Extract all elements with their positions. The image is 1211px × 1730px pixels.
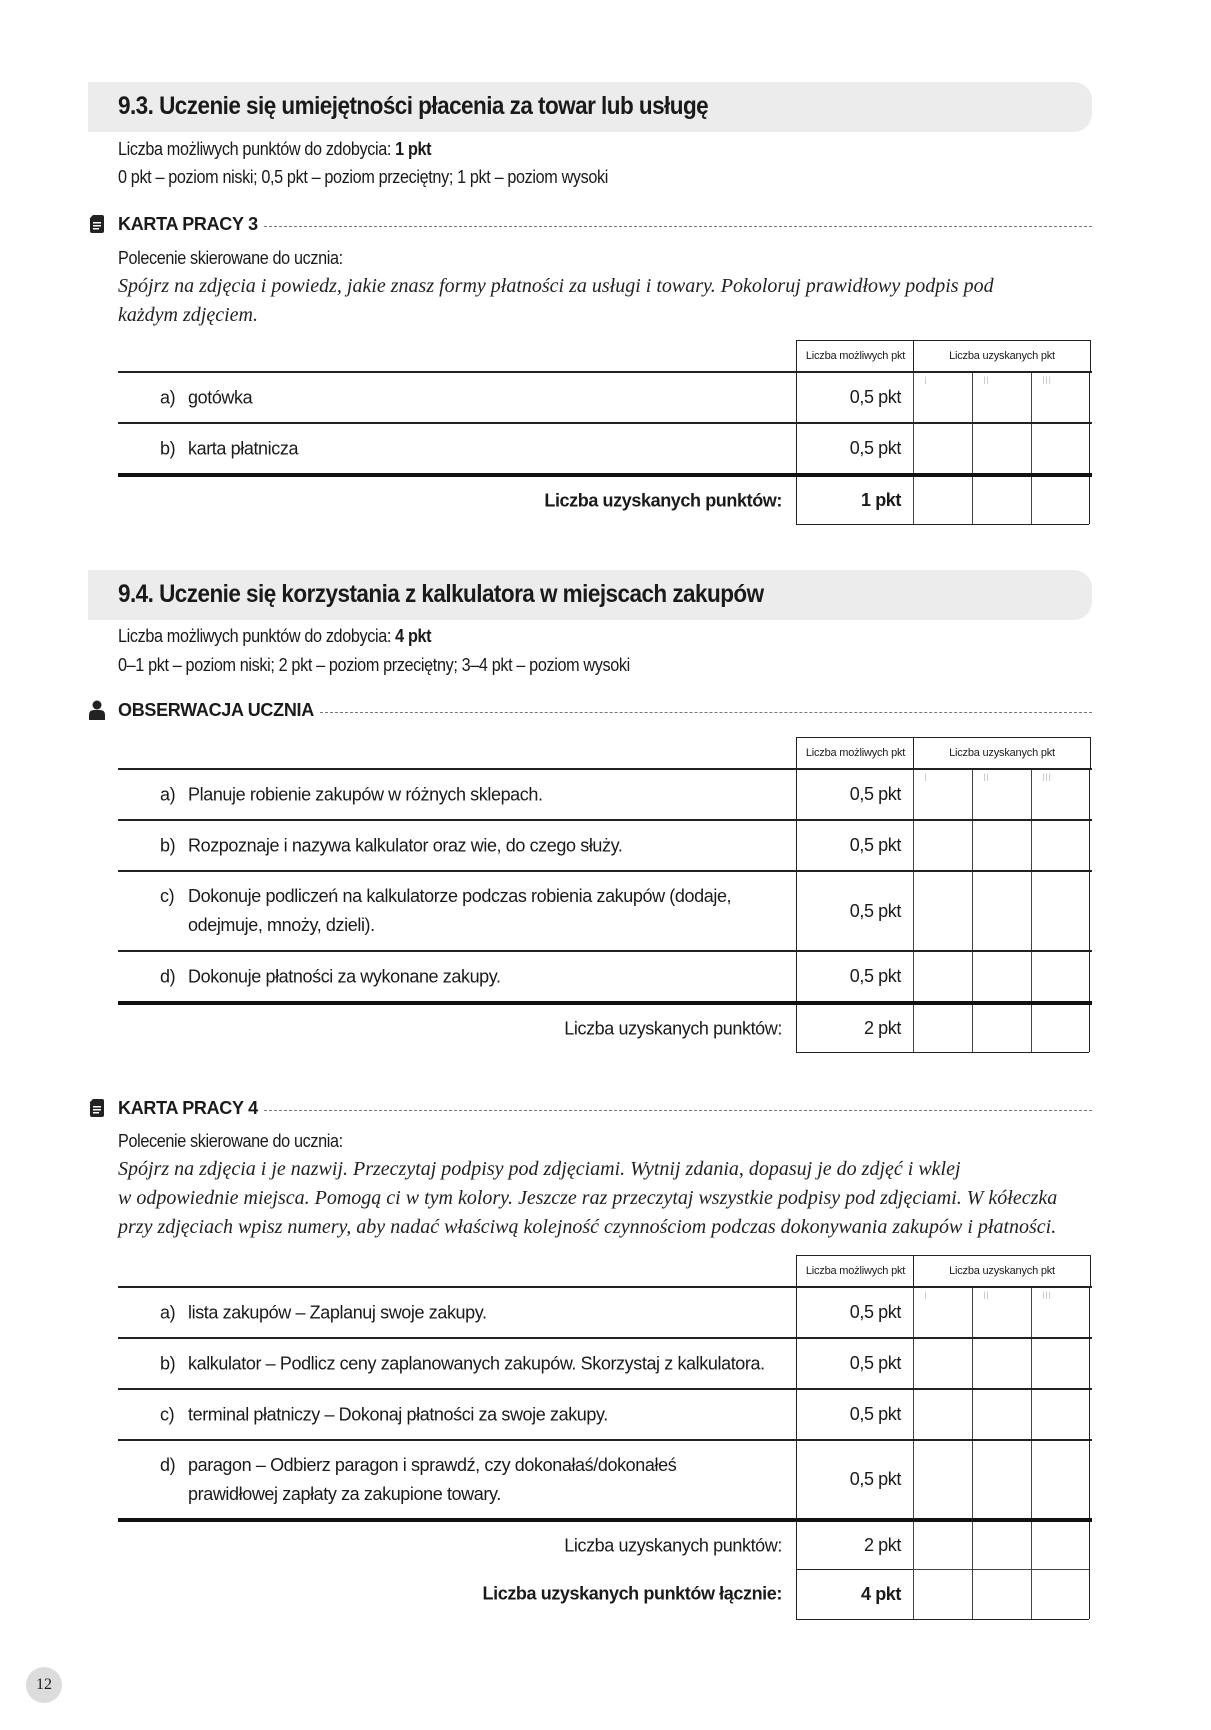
score-cell-3[interactable] [1031,1005,1090,1052]
roman-label: II [983,1290,990,1302]
score-cell-3[interactable] [1031,1339,1090,1388]
score-cell-2[interactable] [972,1441,1031,1518]
instruction-label: Polecenie skierowane do ucznia: [118,248,343,268]
instruction-line: przy zdjęciach wpisz numery, aby nadać właściwą kolejność czynnościom podczas dokonywania zakupów i płatności. [118,1216,1057,1238]
col-obtained-points: Liczba uzyskanych pkt [913,1255,1091,1286]
table-row [118,1388,1092,1439]
table-row [118,768,1092,819]
roman-label: I [924,375,928,387]
score-cell-3[interactable] [1031,477,1090,524]
score-cell-1[interactable] [913,821,972,870]
score-cell-1[interactable] [913,1339,972,1388]
person-icon [88,700,106,720]
roman-label: III [1042,772,1052,784]
score-cell-2[interactable] [972,1005,1031,1052]
observation-label: OBSERWACJA UCZNIA [118,699,314,720]
row-text: Planuje robienie zakupów w różnych sklepach. [188,784,543,804]
col-possible-points: Liczba możliwych pkt [796,340,914,371]
dashed-divider [264,226,1092,227]
max-points-label: Liczba możliwych punktów do zdobycia: [118,139,396,159]
worksheet-heading [88,212,1092,236]
row-points: 0,5 pkt [796,952,913,1001]
roman-label: III [1042,1290,1052,1302]
section-header-9-4 [88,570,1092,620]
row-points: 0,5 pkt [796,821,913,870]
max-points-line [118,626,431,647]
table-bottom-border [796,1052,1089,1053]
max-points-label: Liczba możliwych punktów do zdobycia: [118,626,396,646]
score-cell-1[interactable] [913,770,972,819]
score-cell-2[interactable] [972,1288,1031,1337]
score-cell-1[interactable] [913,952,972,1001]
row-text: karta płatnicza [188,438,299,458]
worksheet-icon [88,1098,106,1118]
row-letter: a) [160,387,176,407]
row-points: 0,5 pkt [796,373,913,422]
row-points: 0,5 pkt [796,424,913,473]
dashed-divider [320,712,1092,713]
score-cell-2[interactable] [972,770,1031,819]
score-cell-3[interactable] [1031,770,1090,819]
observation-heading [88,698,1092,722]
score-cell-1[interactable] [913,1522,972,1569]
score-cell-2[interactable] [972,477,1031,524]
score-cell-1[interactable] [913,1390,972,1439]
row-points: 0,5 pkt [796,1288,913,1337]
grand-total-value: 4 pkt [796,1569,913,1619]
row-text: kalkulator – Podlicz ceny zaplanowanych zakupów. Skorzystaj z kalkulatora. [188,1353,765,1373]
section-header-9-3 [88,82,1092,132]
score-cell-3[interactable] [1031,952,1090,1001]
levels-line: 0 pkt – poziom niski; 0,5 pkt – poziom przeciętny; 1 pkt – poziom wysoki [118,167,609,187]
total-value: 2 pkt [796,1005,913,1052]
score-cell-1[interactable] [913,477,972,524]
table-row [118,950,1092,1001]
worksheet-icon [88,214,106,234]
score-cell-2[interactable] [972,872,1031,950]
max-points-line [118,139,431,160]
row-points: 0,5 pkt [796,1390,913,1439]
row-points: 0,5 pkt [796,770,913,819]
row-text: paragon – Odbierz paragon i sprawdź, czy dokonałaś/dokonałeś prawidłowej zapłaty za zakupione towary. [188,1454,677,1504]
col-possible-points: Liczba możliwych pkt [796,1255,914,1286]
score-cell-1[interactable] [913,1569,972,1619]
total-value: 2 pkt [796,1522,913,1569]
row-letter: d) [160,1454,176,1475]
score-cell-3[interactable] [1031,872,1090,950]
table-row [118,819,1092,870]
total-row [118,1518,1092,1569]
roman-label: II [983,375,990,387]
total-label: Liczba uzyskanych punktów: [564,1018,782,1038]
col-possible-points: Liczba możliwych pkt [796,737,914,768]
max-points-value: 4 pkt [395,626,432,646]
table-header [118,737,1092,768]
score-cell-2[interactable] [972,952,1031,1001]
score-cell-1[interactable] [913,872,972,950]
table-bottom-border [796,524,1089,525]
dashed-divider [264,1110,1092,1111]
section-title: 9.4. Uczenie się korzystania z kalkulatora w miejscach zakupów [118,580,764,608]
table-row [118,1286,1092,1337]
levels-line: 0–1 pkt – poziom niski; 2 pkt – poziom przeciętny; 3–4 pkt – poziom wysoki [118,655,630,675]
max-points-value: 1 pkt [395,139,432,159]
score-cell-1[interactable] [913,373,972,422]
worksheet-table [118,1255,1092,1620]
total-row [118,1001,1092,1052]
total-label: Liczba uzyskanych punktów: [564,1535,782,1555]
row-letter: a) [160,784,176,804]
observation-table [118,737,1092,1053]
table-row [118,1337,1092,1388]
table-header [118,340,1092,371]
row-letter: c) [160,1404,175,1424]
roman-label: I [924,772,928,784]
row-text: terminal płatniczy – Dokonaj płatności za swoje zakupy. [188,1404,608,1424]
row-text: Rozpoznaje i nazywa kalkulator oraz wie, do czego służy. [188,835,623,855]
table-row [118,1439,1092,1518]
instruction-line: każdym zdjęciem. [118,304,258,326]
score-cell-3[interactable] [1031,1390,1090,1439]
col-obtained-points: Liczba uzyskanych pkt [913,737,1091,768]
score-cell-3[interactable] [1031,1441,1090,1518]
roman-label: III [1042,375,1052,387]
total-value: 1 pkt [796,477,913,524]
instruction-line: Spójrz na zdjęcia i je nazwij. Przeczytaj podpisy pod zdjęciami. Wytnij zdania, dopasuj je do zdjęć i wklej [118,1158,961,1180]
score-cell-3[interactable] [1031,1569,1090,1619]
instruction-line: Spójrz na zdjęcia i powiedz, jakie znasz formy płatności za usługi i towary. Pokoloruj prawidłowy podpis pod [118,275,994,297]
row-letter: d) [160,966,176,986]
score-cell-2[interactable] [972,821,1031,870]
row-points: 0,5 pkt [796,1441,913,1518]
score-cell-2[interactable] [972,424,1031,473]
worksheet-label: KARTA PRACY 3 [118,213,258,234]
row-text: Dokonuje płatności za wykonane zakupy. [188,966,501,986]
table-row [118,371,1092,422]
score-cell-1[interactable] [913,1288,972,1337]
score-cell-1[interactable] [913,424,972,473]
score-cell-2[interactable] [972,1522,1031,1569]
score-cell-2[interactable] [972,1339,1031,1388]
table-bottom-border [796,1619,1089,1620]
page-number: 12 [26,1667,62,1703]
score-cell-1[interactable] [913,1005,972,1052]
row-letter: c) [160,886,175,906]
section-title: 9.3. Uczenie się umiejętności płacenia za towar lub usługę [118,92,709,120]
score-cell-2[interactable] [972,1390,1031,1439]
total-row [118,473,1092,524]
roman-label: I [924,1290,928,1302]
row-text: gotówka [188,387,253,407]
table-row [118,870,1092,950]
score-cell-3[interactable] [1031,821,1090,870]
row-letter: b) [160,438,176,458]
row-text: lista zakupów – Zaplanuj swoje zakupy. [188,1302,487,1322]
row-letter: b) [160,1353,176,1373]
score-cell-3[interactable] [1031,424,1090,473]
scoring-table [118,340,1092,525]
score-cell-3[interactable] [1031,1522,1090,1569]
col-obtained-points: Liczba uzyskanych pkt [913,340,1091,371]
score-cell-2[interactable] [972,373,1031,422]
score-cell-2[interactable] [972,1569,1031,1619]
score-cell-3[interactable] [1031,1288,1090,1337]
total-label: Liczba uzyskanych punktów: [544,490,782,510]
table-header [118,1255,1092,1286]
row-points: 0,5 pkt [796,1339,913,1388]
roman-label: II [983,772,990,784]
instruction-label: Polecenie skierowane do ucznia: [118,1131,343,1151]
table-row [118,422,1092,473]
worksheet-label: KARTA PRACY 4 [118,1097,258,1118]
instruction-line: w odpowiednie miejsca. Pomogą ci w tym kolory. Jeszcze raz przeczytaj wszystkie podpisy pod zdjęciami. W kółeczka [118,1187,1058,1209]
worksheet-heading [88,1096,1092,1120]
score-cell-3[interactable] [1031,373,1090,422]
row-letter: b) [160,835,176,855]
row-points: 0,5 pkt [796,872,913,950]
score-cell-1[interactable] [913,1441,972,1518]
row-letter: a) [160,1302,176,1322]
grand-total-label: Liczba uzyskanych punktów łącznie: [482,1583,782,1604]
grand-total-row [118,1569,1092,1619]
row-text: Dokonuje podliczeń na kalkulatorze podczas robienia zakupów (dodaje, odejmuje, mnoży, dzieli). [188,886,732,935]
